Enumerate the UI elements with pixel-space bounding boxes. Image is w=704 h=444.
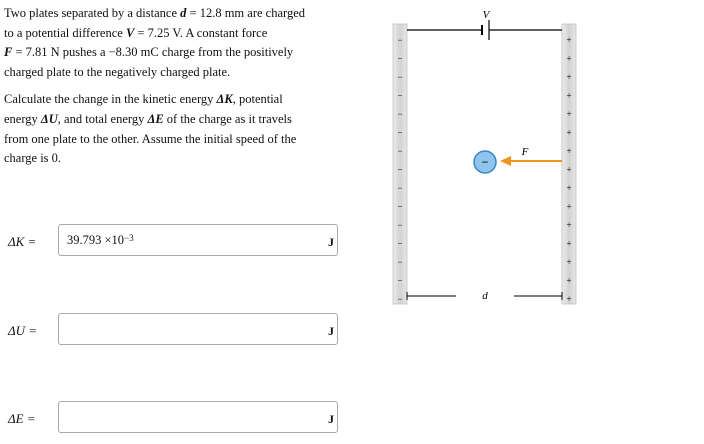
force-label: F xyxy=(521,146,529,158)
minus-mark: − xyxy=(397,220,403,230)
plus-mark: + xyxy=(566,90,572,101)
minus-mark: − xyxy=(397,72,403,82)
plus-mark: + xyxy=(566,257,572,267)
delta-u-unit: J xyxy=(328,324,334,338)
minus-mark: − xyxy=(397,164,403,175)
minus-mark: − xyxy=(397,183,403,193)
minus-mark: − xyxy=(397,90,403,101)
plus-mark: + xyxy=(566,183,572,193)
plus-mark: + xyxy=(566,294,572,304)
minus-mark: − xyxy=(397,201,403,212)
delta-k-value: 39.793 ×10 xyxy=(67,233,125,247)
plus-mark: + xyxy=(566,35,572,45)
delta-u-label: ΔU = xyxy=(8,323,38,338)
problem-paragraph-2: Calculate the change in the kinetic energy ΔK, potential energy ΔU, and total energy ΔE of the charge as it travels from one plate to the other. Assume the initial speed of the charge is 0. xyxy=(4,92,297,166)
plus-mark: + xyxy=(566,201,572,212)
plus-mark: + xyxy=(566,53,572,64)
minus-mark: − xyxy=(397,238,403,249)
minus-mark: − xyxy=(397,35,403,45)
delta-k-exponent: −3 xyxy=(124,233,134,243)
plus-mark: + xyxy=(566,127,572,138)
plus-mark: + xyxy=(566,109,572,119)
delta-k-label: ΔK = xyxy=(8,234,37,249)
plus-mark: + xyxy=(566,220,572,230)
minus-mark: − xyxy=(397,109,403,119)
minus-mark: − xyxy=(397,127,403,138)
problem-paragraph-1: Two plates separated by a distance d = 12.8 mm are charged to a potential difference V = 7.25 V. A constant force F = 7.81 N pushes a −8.30 mC charge from the positively charged plate to the negatively charged plate. xyxy=(4,6,305,79)
plus-mark: + xyxy=(566,72,572,82)
plus-mark: + xyxy=(566,164,572,175)
minus-mark: − xyxy=(397,146,403,156)
plus-mark: + xyxy=(566,146,572,156)
voltage-label: V xyxy=(482,9,490,21)
charge-sign: − xyxy=(481,155,489,169)
plus-mark: + xyxy=(566,238,572,249)
distance-label: d xyxy=(482,290,488,302)
plus-mark: + xyxy=(566,275,572,286)
delta-e-label: ΔE = xyxy=(8,411,36,426)
delta-e-unit: J xyxy=(328,412,334,426)
minus-mark: − xyxy=(397,53,403,64)
delta-k-unit: J xyxy=(328,235,334,249)
minus-mark: − xyxy=(397,257,403,267)
force-arrow-head xyxy=(500,156,511,166)
minus-mark: − xyxy=(397,294,403,304)
minus-mark: − xyxy=(397,275,403,286)
